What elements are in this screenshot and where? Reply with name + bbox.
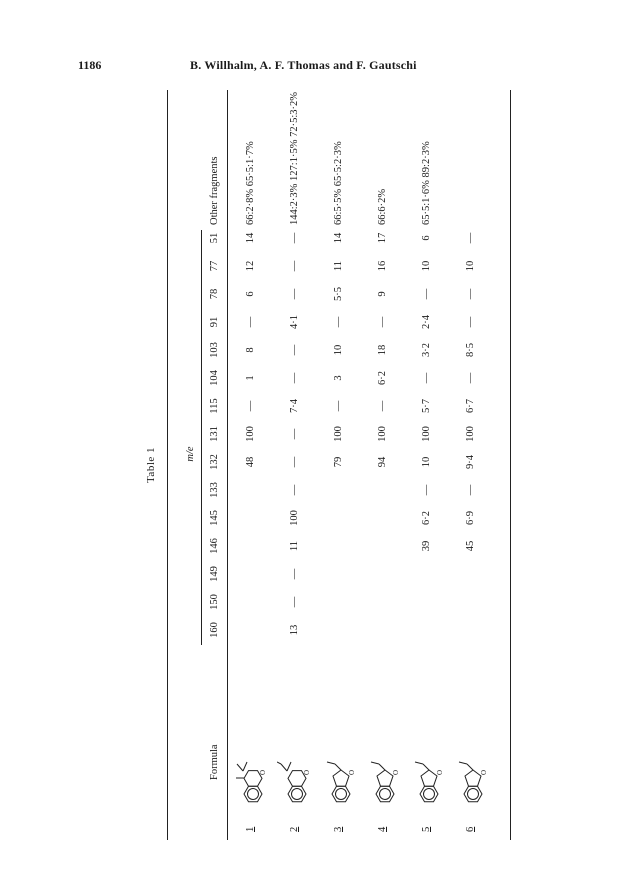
oxygen-atom-label: O [348, 769, 356, 775]
intensity-cell: 3·2 [421, 343, 432, 357]
structure-2,2-dimethyl-2H-chromene [233, 760, 272, 806]
intensity-cell: 100 [333, 426, 344, 442]
intensity-cell: 6·2 [421, 511, 432, 525]
mass-header-115: 115 [209, 398, 220, 414]
intensity-cell: 1 [245, 375, 256, 381]
intensity-cell: 9·4 [465, 455, 476, 469]
intensity-cell: 100 [245, 426, 256, 442]
intensity-cell: 14 [333, 232, 344, 244]
page-number: 1186 [78, 58, 102, 72]
intensity-cell: 10 [421, 456, 432, 468]
intensity-cell: 6·2 [377, 371, 388, 385]
mz-span-rule [201, 230, 202, 645]
intensity-cell: 100 [465, 426, 476, 442]
table-header-rule [227, 90, 228, 840]
intensity-cell: — [289, 260, 300, 272]
mass-header-78: 78 [209, 288, 220, 300]
intensity-cell: — [289, 484, 300, 496]
mass-header-103: 103 [209, 342, 220, 358]
intensity-cell: 11 [289, 540, 300, 552]
intensity-cell: 11 [333, 260, 344, 272]
oxygen-atom-label: O [480, 769, 488, 775]
intensity-cell: 18 [377, 344, 388, 356]
mass-header-91: 91 [209, 316, 220, 328]
intensity-cell: 6·7 [465, 399, 476, 413]
mass-header-150: 150 [209, 594, 220, 610]
intensity-cell: 9 [377, 291, 388, 297]
oxygen-atom-label: O [303, 769, 311, 775]
intensity-cell: 6 [421, 235, 432, 241]
intensity-cell: 4·1 [289, 315, 300, 329]
intensity-cell: — [333, 400, 344, 412]
table-bottom-rule [510, 90, 511, 840]
other-fragments-header: Other fragments [209, 156, 220, 225]
rotated-table [145, 90, 515, 840]
intensity-cell: — [289, 288, 300, 300]
intensity-cell: — [289, 568, 300, 580]
intensity-cell: 79 [333, 456, 344, 468]
intensity-cell: 45 [465, 540, 476, 552]
intensity-cell: 100 [377, 426, 388, 442]
running-head-authors: B. Willhalm, A. F. Thomas and F. Gautschi [190, 58, 417, 72]
intensity-cell: 8 [245, 347, 256, 353]
structure-2-ethyl-2-methyl-2H-chromene [321, 760, 360, 806]
intensity-cell: — [377, 400, 388, 412]
mass-header-132: 132 [209, 454, 220, 470]
structure-2-isopropyl-2,3-dihydrobenzofuran [365, 760, 404, 806]
other-fragments-cell: 144:2·3% 127:1·5% 72·5:3·2% [289, 92, 300, 225]
other-fragments-cell: 65·5:1·6% 89:2·3% [421, 141, 432, 225]
intensity-cell: 7·4 [289, 399, 300, 413]
intensity-cell: — [465, 232, 476, 244]
compound-number: 1 [245, 826, 256, 832]
intensity-cell: — [421, 484, 432, 496]
intensity-cell: — [421, 288, 432, 300]
intensity-cell: 10 [333, 344, 344, 356]
mass-header-149: 149 [209, 566, 220, 582]
mz-label: m/e [185, 446, 196, 462]
intensity-cell: — [289, 456, 300, 468]
table-top-rule [167, 90, 168, 840]
intensity-cell: — [245, 316, 256, 328]
compound-number: 4 [377, 826, 388, 832]
mass-header-160: 160 [209, 622, 220, 638]
intensity-cell: — [289, 344, 300, 356]
intensity-cell: — [465, 288, 476, 300]
table-title: Table 1 [145, 446, 157, 484]
intensity-cell: 8·5 [465, 343, 476, 357]
mass-header-131: 131 [209, 426, 220, 442]
intensity-cell: 2·4 [421, 315, 432, 329]
intensity-cell: — [465, 372, 476, 384]
mass-header-145: 145 [209, 510, 220, 526]
compound-number: 3 [333, 826, 344, 832]
compound-number: 2 [289, 826, 300, 832]
oxygen-atom-label: O [436, 769, 444, 775]
oxygen-atom-label: O [259, 769, 267, 775]
intensity-cell: 12 [245, 260, 256, 272]
structure-2,2,3-trimethyl-2H-chromene [277, 760, 316, 806]
intensity-cell: 100 [289, 510, 300, 526]
intensity-cell: 39 [421, 540, 432, 552]
intensity-cell: — [465, 316, 476, 328]
intensity-cell: — [377, 316, 388, 328]
mass-header-133: 133 [209, 482, 220, 498]
intensity-cell: 94 [377, 456, 388, 468]
intensity-cell: — [421, 372, 432, 384]
intensity-cell: 6 [245, 291, 256, 297]
intensity-cell: 17 [377, 232, 388, 244]
compound-number: 6 [465, 826, 476, 832]
intensity-cell: — [289, 428, 300, 440]
intensity-cell: 100 [421, 426, 432, 442]
intensity-cell: 6·9 [465, 511, 476, 525]
oxygen-atom-label: O [392, 769, 400, 775]
intensity-cell: — [465, 484, 476, 496]
intensity-cell: 5·5 [333, 287, 344, 301]
intensity-cell: — [289, 596, 300, 608]
intensity-cell: 10 [465, 260, 476, 272]
intensity-cell: — [289, 232, 300, 244]
other-fragments-cell: 66:6·2% [377, 188, 388, 225]
intensity-cell: 5·7 [421, 399, 432, 413]
intensity-cell: — [333, 316, 344, 328]
intensity-cell: — [245, 400, 256, 412]
mass-header-104: 104 [209, 370, 220, 386]
intensity-cell: 10 [421, 260, 432, 272]
structure-2-propylbenzofuran [453, 760, 492, 806]
intensity-cell: 16 [377, 260, 388, 272]
other-fragments-cell: 66:2·8% 65·5:1·7% [245, 141, 256, 225]
mass-header-77: 77 [209, 260, 220, 272]
mass-header-146: 146 [209, 538, 220, 554]
intensity-cell: — [289, 372, 300, 384]
other-fragments-cell: 66:5·5% 65·5:2·3% [333, 141, 344, 225]
structure-3-ethyl-2-methylbenzofuran [409, 760, 448, 806]
compound-number: 5 [421, 826, 432, 832]
intensity-cell: 48 [245, 456, 256, 468]
intensity-cell: 13 [289, 624, 300, 636]
intensity-cell: 3 [333, 375, 344, 381]
formula-header: Formula [209, 744, 220, 780]
intensity-cell: 14 [245, 232, 256, 244]
mass-header-51: 51 [209, 232, 220, 244]
